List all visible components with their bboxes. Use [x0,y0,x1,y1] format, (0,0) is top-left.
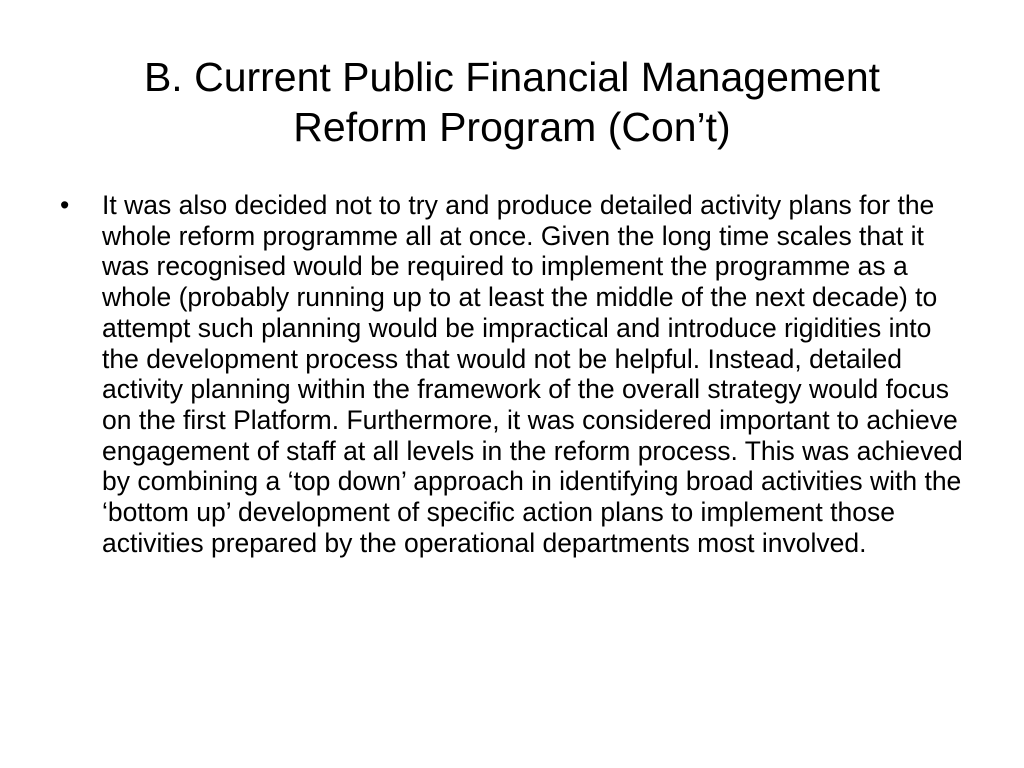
bullet-icon: • [60,190,70,220]
bullet-item [60,190,970,558]
bullet-list [60,190,970,558]
bullet-text: It was also decided not to try and produce detailed activity plans for the whole reform programme all at once. Given the long time scales that it was recognised would be required to implement the programme as a whole (probably running up to at least the middle of the next decade) to attempt such planning would be impractical and introduce rigidities into the development process that would not be helpful. Instead, detailed activity planning within the framework of the overall strategy would focus on the first Platform. Furthermore, it was considered important to achieve engagement of staff at all levels in the reform process. This was achieved by combining a ‘top down’ approach in identifying broad activities with the ‘bottom up’ development of specific action plans to implement those activities prepared by the operational departments most involved. [102,190,963,558]
slide-title [60,52,964,152]
slide-title-line-2: Reform Program (Con’t) [293,104,731,150]
slide-title-line-1: B. Current Public Financial Management [143,54,881,100]
